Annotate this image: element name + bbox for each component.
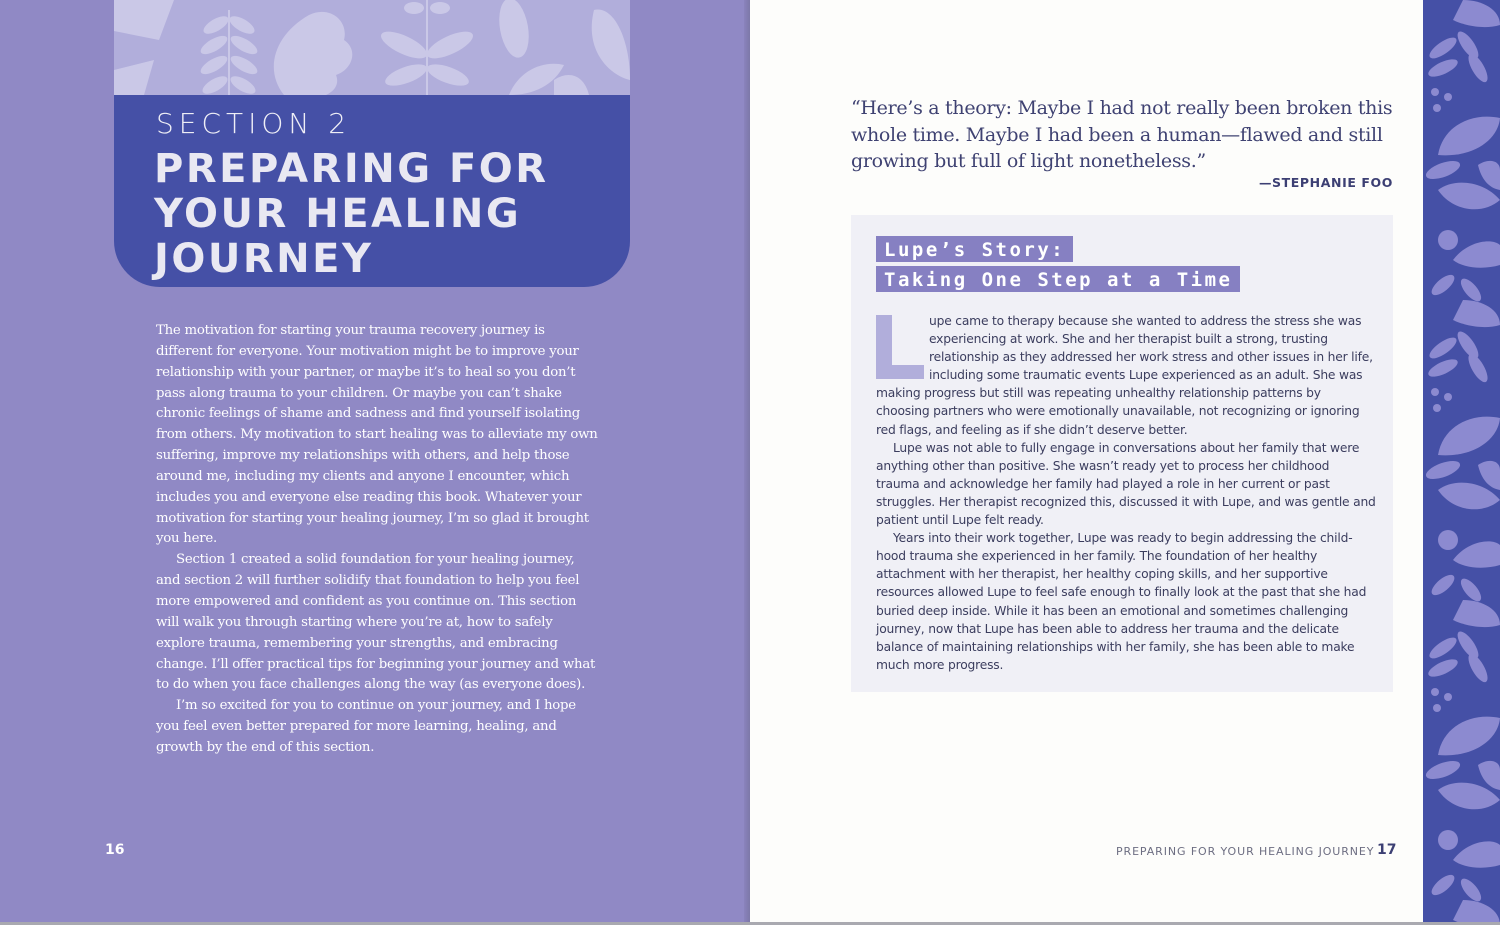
epigraph-quote: “Here’s a theory: Maybe I had not really been broken this whole time. Maybe I had been a human—flawed and still growing but full of light nonetheless.” bbox=[851, 97, 1393, 172]
section-label: SECTION 2 bbox=[156, 107, 352, 140]
story-paragraph-2: Lupe was not able to fully engage in conversations about her family that were anything other than positive. She wasn’t ready yet to process her childhood trauma and acknowledge her family had played a role in her current or past struggles. Her therapist recognized this, discussed it with Lupe, and was gentle and patient until Lupe felt ready. bbox=[876, 440, 1376, 528]
running-head: PREPARING FOR YOUR HEALING JOURNEY bbox=[1116, 845, 1375, 858]
section-title: PREPARING FOR YOUR HEALING JOURNEY bbox=[154, 146, 549, 282]
page-number-left: 16 bbox=[105, 842, 125, 858]
left-page bbox=[0, 0, 748, 925]
story-heading bbox=[876, 236, 1240, 296]
page-number-right: 17 bbox=[1377, 842, 1397, 858]
right-page bbox=[750, 0, 1423, 925]
story-heading-line-2: Taking One Step at a Time bbox=[876, 266, 1240, 292]
story-paragraph-1: upe came to therapy because she wanted to address the stress she was experiencing at work. She and her therapist built a strong, trusting relationship as they addressed her work stress and other issues in her life, including some traumatic events Lupe experienced as an adult. She was making progress but still was repeating unhealthy relationship patterns by choosing partners who were emotionally unavailable, not recognizing or ignoring red flags, and feeling as if she didn’t deserve better. bbox=[876, 314, 1373, 437]
section-intro-text bbox=[156, 321, 601, 759]
intro-paragraph-3: I’m so excited for you to continue on your journey, and I hope you feel even better prepared for more learning, healing, and growth by the end of this section. bbox=[156, 698, 576, 755]
leaf-pattern-icon bbox=[1423, 0, 1500, 925]
story-body-text bbox=[876, 312, 1376, 674]
story-sidebar-box bbox=[851, 215, 1393, 692]
section-title-panel bbox=[114, 95, 630, 287]
story-heading-line-1: Lupe’s Story: bbox=[876, 236, 1073, 262]
intro-paragraph-2: Section 1 created a solid foundation for your healing journey, and section 2 will further solidify that foundation to help you feel more empowered and confident as you continue on. This section will walk you through starting where you’re at, how to safely explore trauma, remembering your strengths, and embracing change. I’ll offer practical tips for beginning your journey and what to do when you face challenges along the way (as everyone does). bbox=[156, 552, 596, 693]
epigraph-attribution: —STEPHANIE FOO bbox=[1258, 175, 1393, 190]
leaf-pattern-strip bbox=[1423, 0, 1500, 925]
intro-paragraph-1: The motivation for starting your trauma recovery journey is different for everyone. Your motivation might be to improve your relationship with your partner, or maybe it’s to heal so you don’t pass along trauma to your children. Or maybe you can’t shake chronic feelings of shame and sadness and find yourself isolating from others. My motivation to start healing was to alleviate my own suffering, improve my relationships with others, and help those around me, including my clients and anyone I encounter, which includes you and everyone else reading this book. Whatever your motivation for starting your healing journey, I’m so glad it brought you here. bbox=[156, 323, 598, 547]
story-paragraph-3: Years into their work together, Lupe was ready to begin addressing the childhood trauma she experienced in her family. The foundation of her healthy attachment with her therapist, her healthy coping skills, and her supportive resources allowed Lupe to feel safe enough to finally look at the past that she had buried deep inside. While it has been an emotional and sometimes challenging journey, now that Lupe has been able to address her trauma and the delicate balance of maintaining relationships with her family, she has been able to make much more progress. bbox=[876, 531, 1367, 672]
